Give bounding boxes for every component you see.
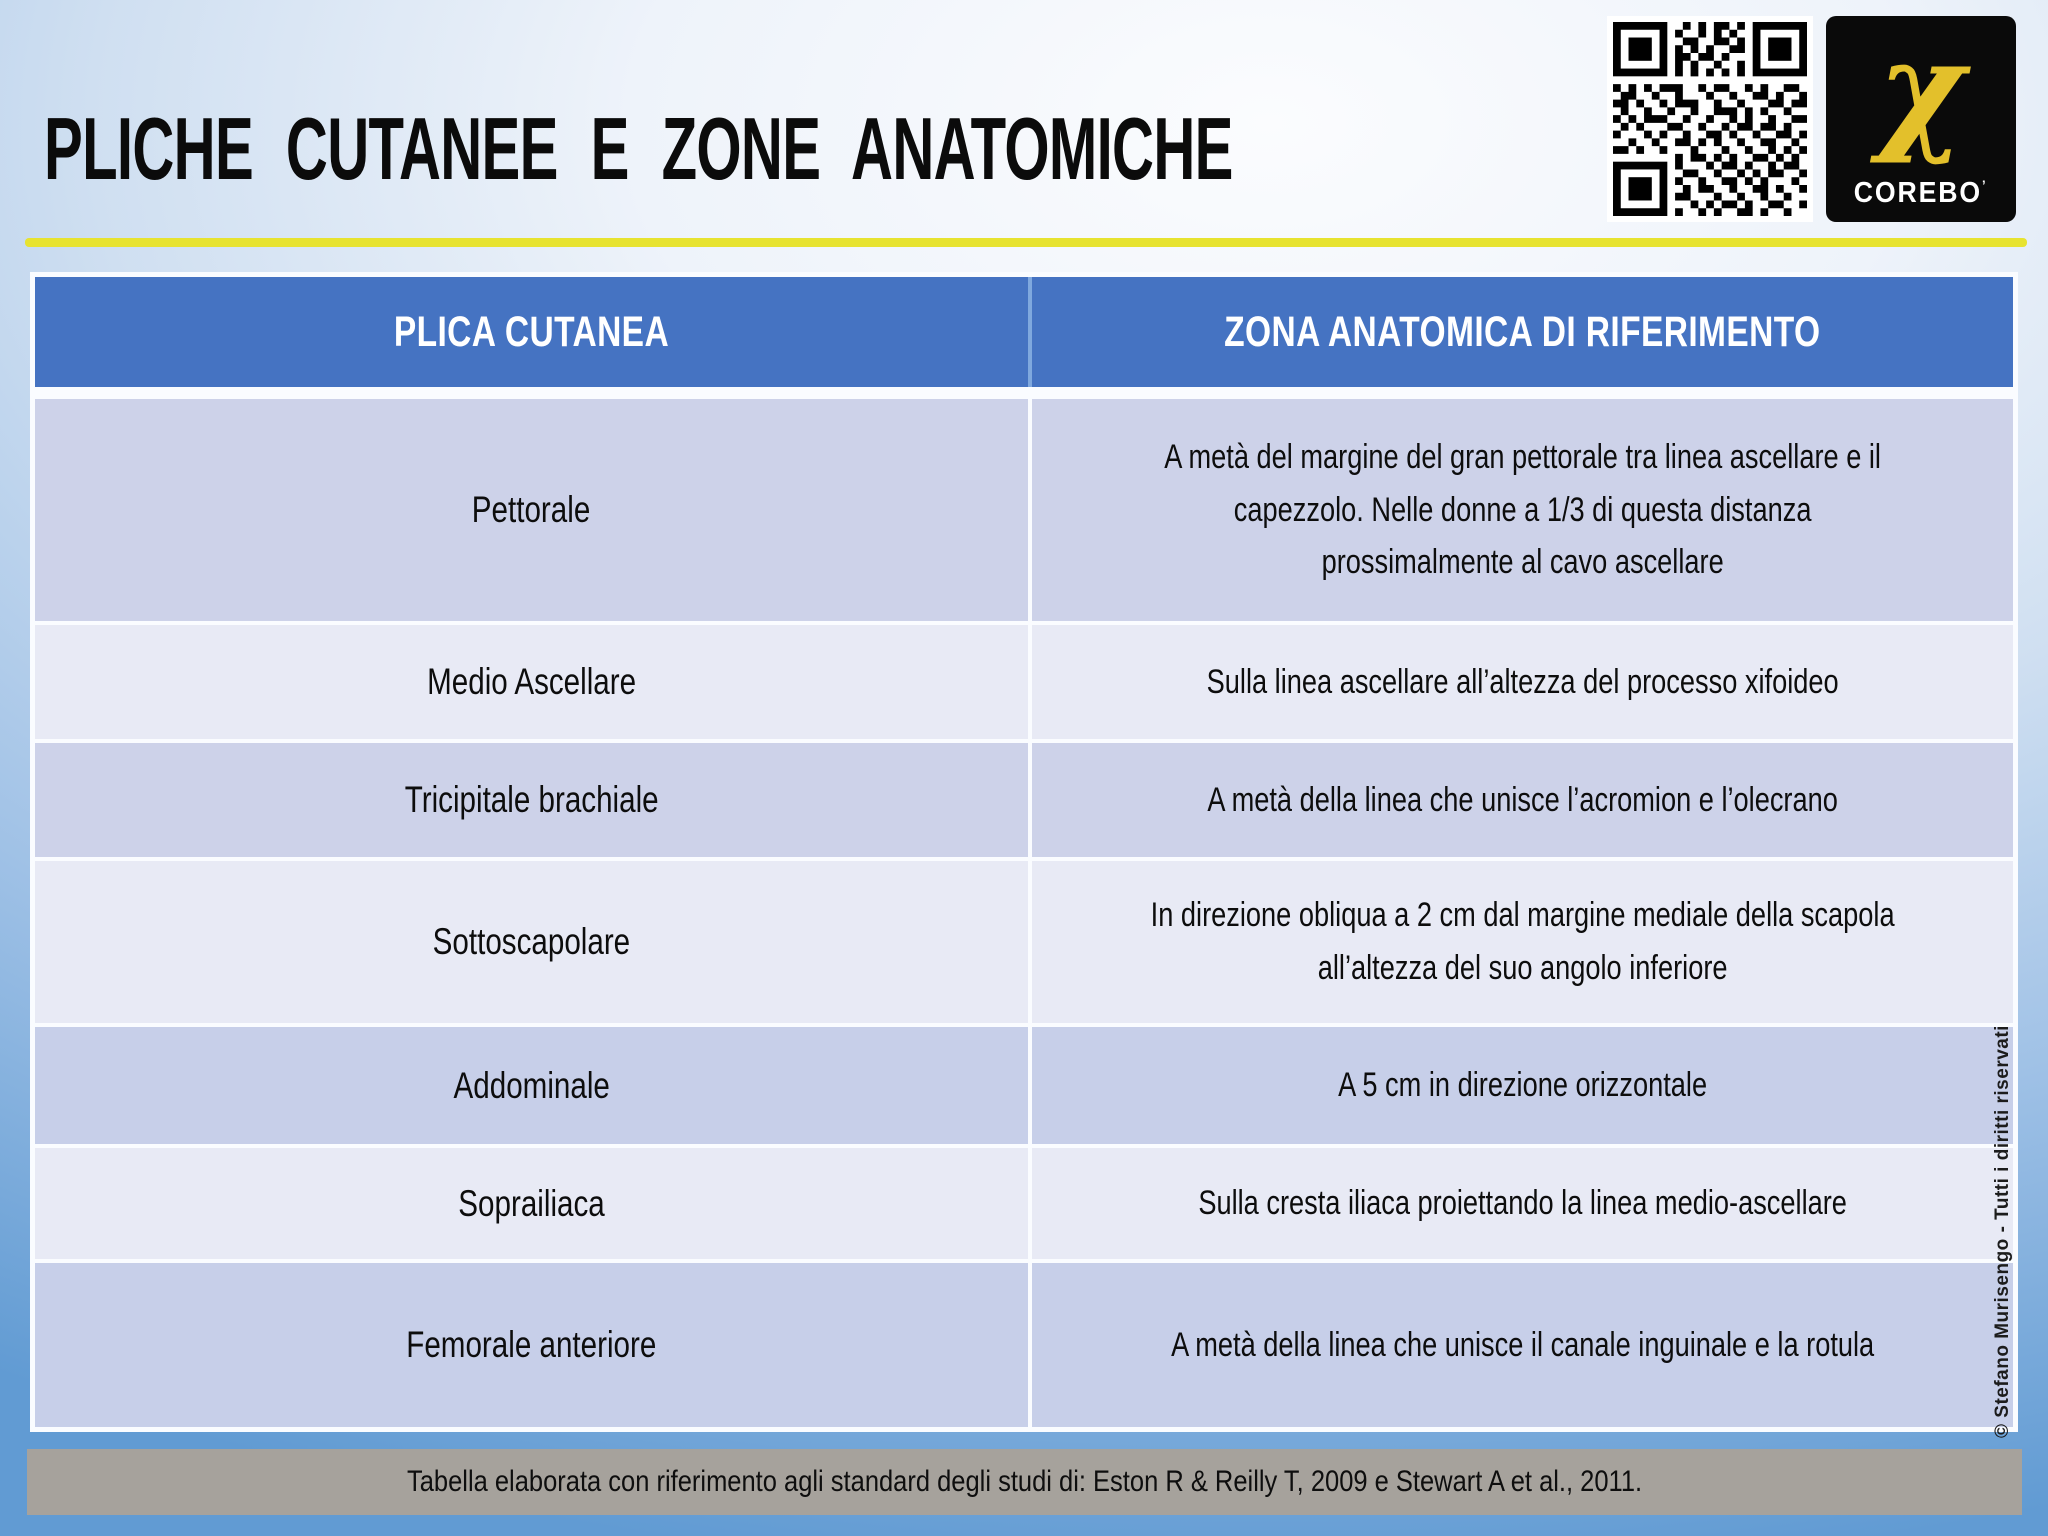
plica-cell: Femorale anteriore [35, 1263, 1028, 1427]
source-note: Tabella elaborata con riferimento agli standard degli studi di: Eston R & Reilly T, 2009 e Stewart A et al., 2011. [406, 1465, 1643, 1498]
plica-cell: Medio Ascellare [35, 625, 1028, 739]
plica-cell: Tricipitale brachiale [35, 743, 1028, 857]
skinfold-table [30, 272, 2018, 1432]
corebo-logo [1826, 12, 2016, 222]
brand-trademark: ’ [1982, 177, 1988, 193]
zona-cell: A metà della linea che unisce il canale inguinale e la rotula [1032, 1263, 2013, 1427]
table-row [35, 625, 2013, 739]
qr-code [1607, 16, 1813, 222]
corebo-brand-text: COREBO’ [1854, 177, 1988, 209]
table-row [35, 743, 2013, 857]
page-title: PLICHE CUTANEE E ZONE ANATOMICHE [44, 98, 1233, 198]
zona-cell: A metà della linea che unisce l’acromion e l’olecrano [1032, 743, 2013, 857]
zona-cell: In direzione obliqua a 2 cm dal margine mediale della scapola all’altezza del suo angolo inferiore [1032, 861, 2013, 1023]
table-row [35, 861, 2013, 1023]
header-zona-anatomica: ZONA ANATOMICA DI RIFERIMENTO [1032, 277, 2013, 387]
table-row [35, 1263, 2013, 1427]
table-row [35, 1148, 2013, 1259]
table-row [35, 399, 2013, 621]
qr-code-icon [1613, 22, 1807, 216]
header-plica-cutanea: PLICA CUTANEA [35, 277, 1028, 387]
plica-cell: Soprailiaca [35, 1148, 1028, 1259]
corebo-x-icon: χ [1877, 12, 1965, 167]
plica-cell: Sottoscapolare [35, 861, 1028, 1023]
table-row [35, 1027, 2013, 1144]
zona-cell: Sulla linea ascellare all’altezza del processo xifoideo [1032, 625, 2013, 739]
zona-cell: A 5 cm in direzione orizzontale [1032, 1027, 2013, 1144]
copyright-vertical-text: © Stefano Murisengo - Tutti i diritti riservati [1992, 1025, 2013, 1438]
accent-divider-line [25, 238, 2027, 247]
zona-cell: Sulla cresta iliaca proiettando la linea medio-ascellare [1032, 1148, 2013, 1259]
plica-cell: Pettorale [35, 399, 1028, 621]
zona-cell: A metà del margine del gran pettorale tra linea ascellare e il capezzolo. Nelle donne a 1/3 di questa distanza prossimalmente al cavo ascellare [1032, 399, 2013, 621]
table-header-row [35, 277, 2013, 387]
plica-cell: Addominale [35, 1027, 1028, 1144]
source-note-bar [27, 1449, 2022, 1515]
